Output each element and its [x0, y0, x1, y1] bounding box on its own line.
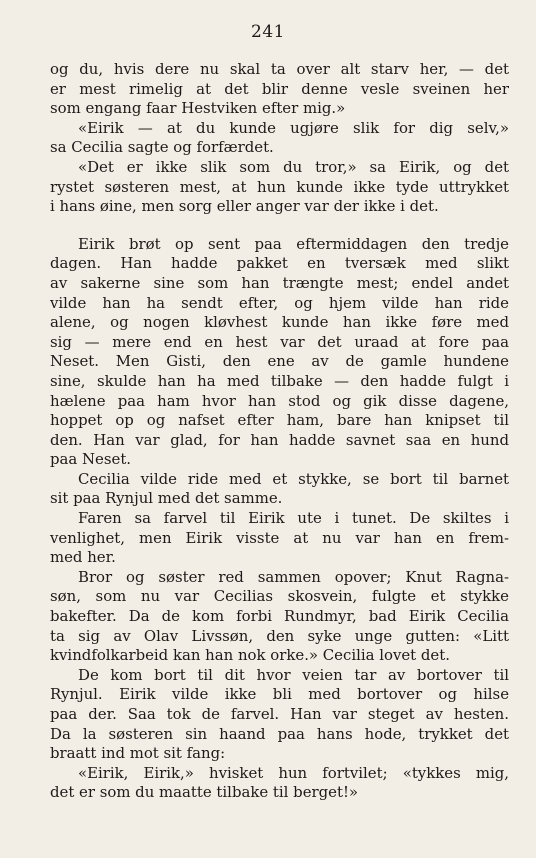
- text-line: i hans øine, men sorg eller anger var der ikke i det.: [50, 197, 439, 216]
- paragraph: [50, 60, 509, 119]
- text-line: sine, skulde han ha med tilbake — den hadde fulgt i: [50, 371, 509, 390]
- text-line: «Eirik, Eirik,» hvisket hun fortvilet; «tykkes mig,: [78, 763, 509, 782]
- text-line: hælene paa ham hvor han stod og gik disse dagene,: [50, 391, 509, 410]
- text-line: Da la søsteren sin haand paa hans hode, trykket det: [50, 724, 509, 743]
- text-line: De kom bort til dit hvor veien tar av bortover til: [78, 665, 509, 684]
- text-line: Neset. Men Gisti, den ene av de gamle hundene: [50, 352, 509, 371]
- paragraph: [50, 158, 509, 217]
- text-line: Rynjul. Eirik vilde ikke bli med bortover og hilse: [50, 685, 509, 704]
- text-line: Eirik brøt op sent paa eftermiddagen den tredje: [78, 234, 509, 253]
- text-line: ta sig av Olav Livssøn, den syke unge gutten: «Litt: [50, 626, 509, 645]
- text-line: Cecilia vilde ride med et stykke, se bort til barnet: [78, 469, 509, 488]
- text-line: og du, hvis dere nu skal ta over alt starv her, — det: [50, 60, 509, 78]
- text-line: sit paa Rynjul med det samme.: [50, 489, 283, 508]
- text-line: med her.: [50, 548, 116, 567]
- text-line: sig — mere end en hest var det uraad at fore paa: [50, 332, 509, 351]
- paragraph: [50, 568, 509, 666]
- section-break: [50, 217, 509, 235]
- text-line: vilde han ha sendt efter, og hjem vilde han ride: [50, 293, 509, 312]
- paragraph: [50, 509, 509, 568]
- text-line: paa Neset.: [50, 450, 132, 469]
- text-line: «Det er ikke slik som du tror,» sa Eirik, og det: [78, 157, 509, 176]
- paragraph: [50, 764, 509, 803]
- page-number: 241: [251, 22, 285, 42]
- text-line: det er som du maatte tilbake til berget!»: [50, 783, 359, 802]
- body-text: [50, 60, 509, 803]
- text-line: bakefter. Da de kom forbi Rundmyr, bad Eirik Cecilia: [50, 607, 509, 626]
- text-line: dagen. Han hadde pakket en tversæk med slikt: [50, 254, 509, 273]
- text-line: sa Cecilia sagte og forfærdet.: [50, 138, 274, 157]
- text-line: «Eirik — at du kunde ugjøre slik for dig selv,»: [78, 118, 509, 137]
- text-line: hoppet op og nafset efter ham, bare han knipset til: [50, 411, 509, 430]
- paragraph: [50, 470, 509, 509]
- text-line: venlighet, men Eirik visste at nu var han en frem-: [50, 528, 509, 547]
- paragraph: [50, 119, 509, 158]
- text-line: som engang faar Hestviken efter mig.»: [50, 99, 346, 118]
- text-line: Bror og søster red sammen opover; Knut Ragna-: [78, 567, 509, 586]
- paragraph: [50, 235, 509, 470]
- text-line: Faren sa farvel til Eirik ute i tunet. De skiltes i: [78, 509, 509, 528]
- text-line: den. Han var glad, for han hadde savnet saa en hund: [50, 430, 509, 449]
- text-line: er mest rimelig at det blir denne vesle sveinen her: [50, 79, 509, 98]
- text-line: kvindfolkarbeid kan han nok orke.» Cecilia lovet det.: [50, 646, 450, 665]
- paragraph: [50, 666, 509, 764]
- text-line: paa der. Saa tok de farvel. Han var steget av hesten.: [50, 705, 509, 723]
- text-line: av sakerne sine som han trængte mest; endel andet: [50, 273, 509, 292]
- text-line: søn, som nu var Cecilias skosvein, fulgte et stykke: [50, 587, 509, 606]
- text-line: rystet søsteren mest, at hun kunde ikke tyde uttrykket: [50, 177, 509, 196]
- text-line: alene, og nogen kløvhest kunde han ikke føre med: [50, 313, 509, 332]
- text-line: braatt ind mot sit fang:: [50, 744, 226, 763]
